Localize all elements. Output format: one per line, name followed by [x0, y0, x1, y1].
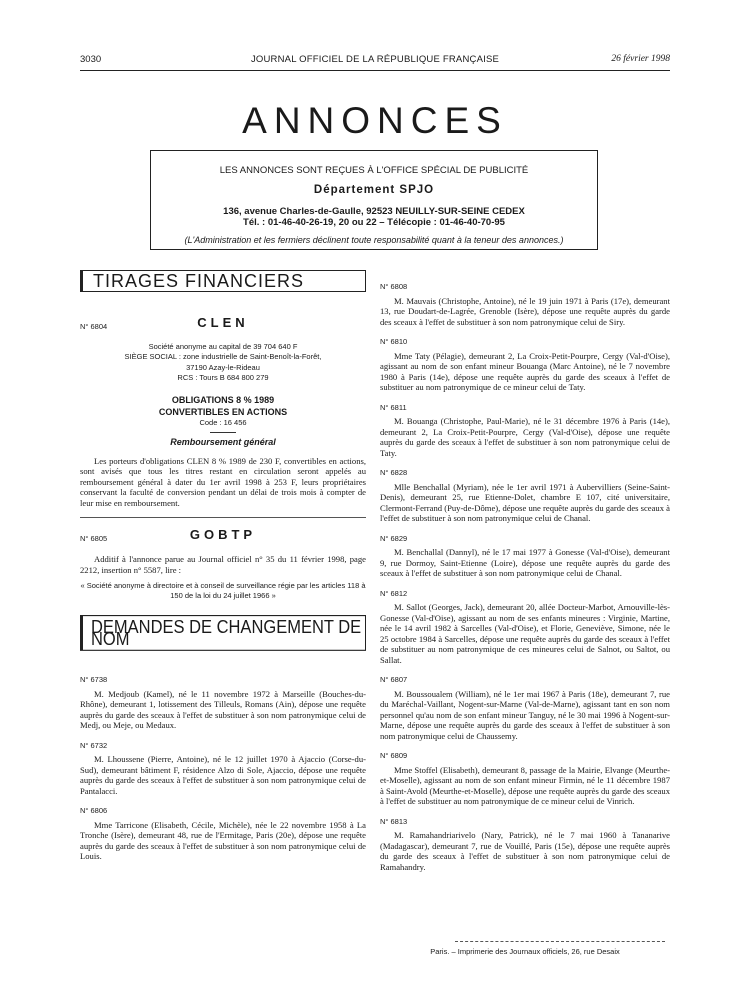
list-item — [380, 675, 670, 741]
entry-number: N° 6813 — [380, 816, 408, 826]
list-item — [380, 534, 670, 579]
list-item — [80, 741, 366, 797]
entry-text: Mme Taty (Pélagie), demeurant 2, La Croix-Petit-Pourpre, Cergy (Val-d'Oise), agissant au nom de son enfant mineur Bouanga (Marc Antoine), né le 7 novembre 1980 à Paris (14e), dépose une requête auprès du garde des sceaux à l'effet de substituer au nom patronymique de ce mineur celui de Taty. — [380, 350, 670, 392]
page-header — [80, 54, 670, 71]
list-item — [80, 675, 366, 731]
entry-number: N° 6811 — [380, 402, 407, 412]
entry-text: M. Mauvais (Christophe, Antoine), né le 19 juin 1971 à Paris (17e), demeurant 13, rue Doudart-de-Lagrée, Grenoble (Isère), dépose une requête auprès du garde des sceaux à l'effet de substituer à son nom patronymique celui de Siry. — [380, 295, 670, 327]
notice-line: LES ANNONCES SONT REÇUES À L'OFFICE SPÉCIAL DE PUBLICITÉ — [219, 165, 529, 176]
announcement-text: Les porteurs d'obligations CLEN 8 % 1989 de 230 F, convertibles en actions, sont avisés que tous les titres restant en circulation seront appelés au remboursement général à dater du 1er avril 1998 à 253 F, leurs propriétaires conservant la faculté de conversion pendant un délai de trois mois à compter de leur mise en remboursement. — [80, 455, 366, 508]
announcement-text: Additif à l'annonce parue au Journal officiel n° 35 du 11 février 1998, page 2212, insertion n° 5587, lire : — [80, 554, 366, 575]
entry-text: M. Boussoualem (William), né le 1er mai 1967 à Paris (18e), demeurant 7, rue du Maréchal-Vaillant, Nogent-sur-Marne (Val-de-Marne), agissant tant en son nom personnel qu'au nom de son enfant mineur Tanguy, né le 30 mai 1996 à Nogent-sur-Marne, dépose une requête auprès du garde des sceaux à l'effet de substituer à son nom patronymique celui de Chaussemy. — [380, 688, 670, 741]
list-item — [380, 337, 670, 393]
remboursement-heading: Remboursement général — [170, 437, 276, 447]
company-line: RCS : Tours B 684 800 279 — [177, 373, 269, 382]
entry-number: N° 6810 — [380, 337, 408, 346]
entry-text: M. Ramahandriarivelo (Nary, Patrick), né le 7 mai 1960 à Tananarive (Madagascar), demeurant 7, rue de Vouillé, Paris (15e), dépose une requête auprès du garde des sceaux à l'effet de substituer à son nom patronymique celui de Ramahandry. — [380, 830, 670, 872]
notice-box — [150, 150, 598, 250]
department-name: Département SPJO — [313, 184, 435, 196]
journal-title: JOURNAL OFFICIEL DE LA RÉPUBLIQUE FRANÇAISE — [250, 54, 500, 65]
entry-number: N° 6738 — [80, 675, 108, 684]
entry-text: Mme Stoffel (Elisabeth), demeurant 8, passage de la Mairie, Elvange (Meurthe-et-Moselle), agissant au nom de son enfant mineur Firmin, né le 11 décembre 1987 à Saint-Avold (Meurthe-et-Moselle), dépose une requête auprès du garde des sceaux à l'effet de substituer au nom patronymique de ce mineur celui de Vinrich. — [380, 764, 670, 806]
announcement-quote: « Société anonyme à directoire et à conseil de surveillance régie par les articles 118 à 150 de la loi du 24 juillet 1966 » — [80, 581, 366, 600]
announcement-number: N° 6804 — [80, 321, 108, 331]
department-address: 136, avenue Charles-de-Gaulle, 92523 NEUILLY-SUR-SEINE CEDEX — [223, 206, 525, 217]
list-item — [380, 589, 670, 666]
entry-text: Mme Tarricone (Elisabeth, Cécile, Michèle), née le 22 novembre 1958 à La Tronche (Isère), demeurant 48, rue de l'Ermitage, Paris (20e), dépose une requête auprès du garde des sceaux à l'effet de substituer à son nom patronymique celui de Louis. — [80, 819, 366, 861]
company-name: CLEN — [197, 314, 249, 330]
divider — [210, 432, 236, 433]
entry-number: N° 6806 — [80, 806, 108, 815]
section-heading-tirages: TIRAGES FINANCIERS — [80, 270, 366, 292]
announcement-clen — [80, 314, 366, 334]
list-item — [80, 806, 366, 862]
company-name: GOBTP — [189, 527, 257, 542]
entry-number: N° 6809 — [380, 751, 408, 760]
entry-number: N° 6812 — [380, 588, 408, 598]
entry-text: Mlle Benchallal (Myriam), née le 1er avril 1971 à Aubervilliers (Seine-Saint-Denis), demeurant 25, rue Etienne-Dolet, chambre E 107, cité universitaire, Clermont-Ferrand (Puy-de-Dôme), dépose une requête auprès du garde des sceaux à l'effet de substituer à son nom patronymique celui de Chanal. — [380, 481, 670, 523]
announcement-number: N° 6805 — [80, 534, 108, 543]
printer-footer: Paris. – Imprimerie des Journaux officiels, 26, rue Desaix — [430, 947, 620, 956]
right-column — [380, 282, 670, 882]
entry-text: M. Lhoussene (Pierre, Antoine), né le 12 juillet 1970 à Ajaccio (Corse-du-Sud), demeurant bâtiment F, résidence Alzo di Sole, Ajaccio, dépose une requête auprès du garde des sceaux à l'effet de substituer à son nom patronymique celui de Pantalacci. — [80, 754, 366, 796]
company-line: SIÈGE SOCIAL : zone industrielle de Saint-Benoît-la-Forêt, — [124, 352, 322, 361]
department-phone: Tél. : 01-46-40-26-19, 20 ou 22 – Télécopie : 01-46-40-70-95 — [243, 217, 505, 228]
obligations-code: Code : 16 456 — [199, 417, 247, 427]
issue-date: 26 février 1998 — [611, 54, 670, 64]
footer-divider — [455, 941, 665, 942]
divider — [80, 517, 366, 518]
list-item — [380, 403, 670, 459]
list-item — [380, 751, 670, 807]
disclaimer: (L'Administration et les fermiers déclinent toute responsabilité quant à la teneur des annonces.) — [184, 235, 564, 245]
obligations-title: OBLIGATIONS 8 % 1989 — [171, 394, 275, 405]
entry-number: N° 6829 — [380, 533, 408, 543]
company-line: 37190 Azay-le-Rideau — [186, 362, 260, 372]
entry-number: N° 6808 — [380, 282, 408, 291]
announcement-gobtp — [80, 527, 366, 546]
left-column — [80, 270, 366, 872]
company-line: Société anonyme au capital de 39 704 640 F — [148, 341, 298, 351]
entry-number: N° 6828 — [380, 468, 408, 477]
list-item — [380, 817, 670, 873]
list-item — [380, 468, 670, 524]
entry-text: M. Bouanga (Christophe, Paul-Marie), né le 31 décembre 1976 à Paris (14e), demeurant 2, La Croix-Petit-Pourpre, Cergy (Val-d'Oise), dépose une requête auprès du garde des sceaux à l'effet de substituer à son nom patronymique celui de Taty. — [380, 416, 670, 458]
page-number: 3030 — [80, 54, 102, 65]
entry-text: M. Benchallal (Dannyl), né le 17 mai 1977 à Gonesse (Val-d'Oise), demeurant 9, rue Dormoy, Saint-Etienne (Loire), dépose une requête auprès du garde des sceaux à l'effet de substituer à son nom patronymique celui de Chanal. — [380, 547, 670, 578]
obligations-subtitle: CONVERTIBLES EN ACTIONS — [158, 406, 288, 417]
page-title: ANNONCES — [242, 100, 508, 141]
entry-number: N° 6807 — [380, 675, 408, 684]
list-item — [380, 282, 670, 327]
entry-number: N° 6732 — [80, 740, 108, 750]
entry-text: M. Sallot (Georges, Jack), demeurant 20, allée Docteur-Marbot, Arnouville-lès-Gonesse (Val-d'Oise), agissant au nom de ses enfants mineures : Virginie, Martine, née le 14 avril 1982 à Sarcelles (Val-d'Oise), et Florie, Geneviève, Simone, née le 25 octobre 1984 à Sarcelles, dépose une requête auprès du garde des sceaux à l'effet de substituer au nom patronymique de ces mineures celui de Salnot, ou Saltot, ou Sallat. — [380, 602, 670, 665]
section-heading-changement-nom: DEMANDES DE CHANGEMENT DE NOM — [80, 615, 366, 651]
entry-text: M. Medjoub (Kamel), né le 11 novembre 1972 à Marseille (Bouches-du-Rhône), demeurant 1, lotissement des Tilleuls, Romans (Ain), dépose une requête auprès du garde des sceaux à l'effet de substituer à son nom patronymique celui de Medj, ou Meje, ou Medaux. — [80, 688, 366, 730]
